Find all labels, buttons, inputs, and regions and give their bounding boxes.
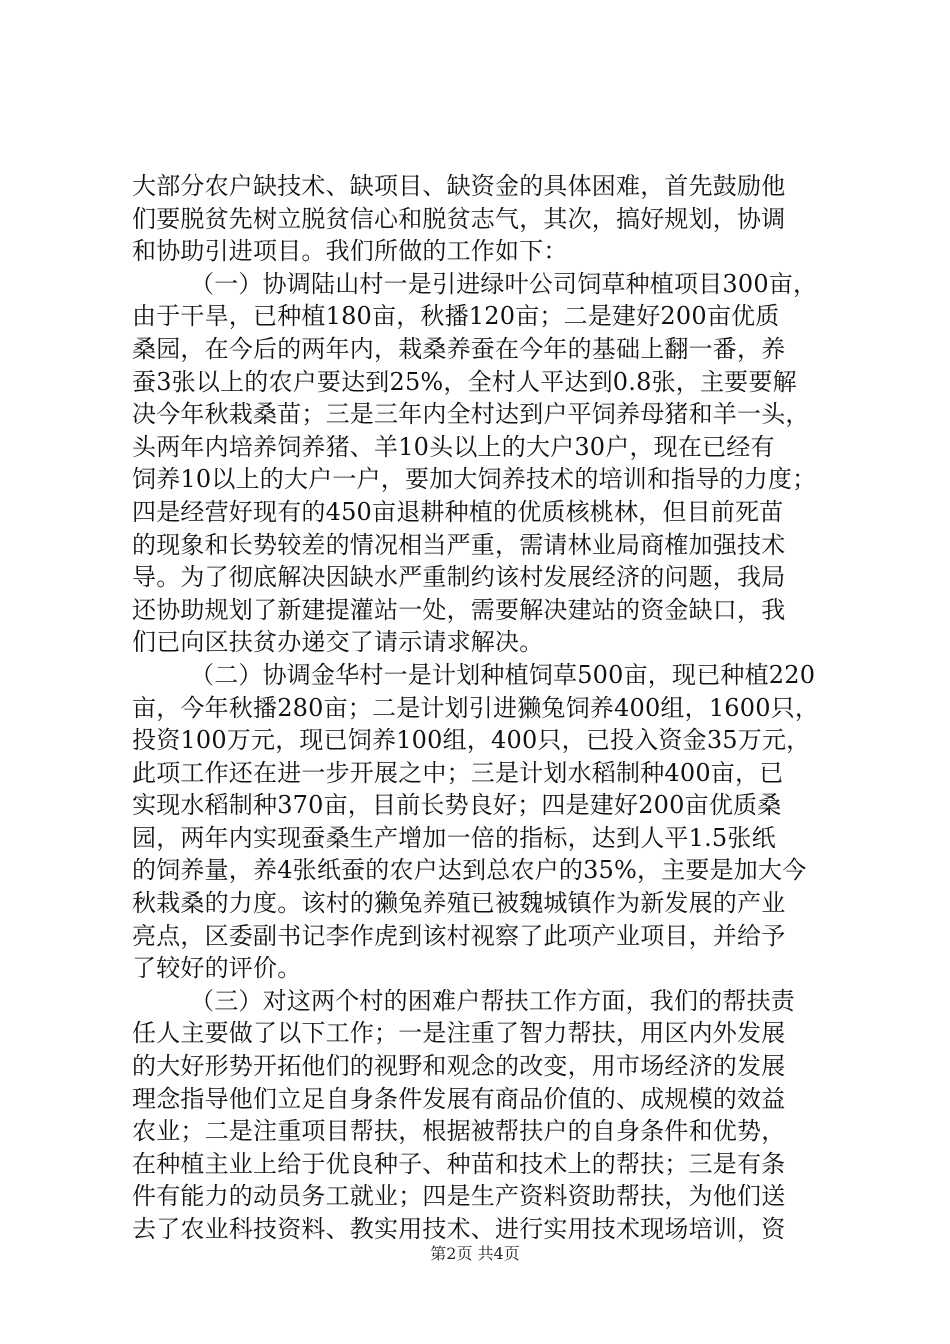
text-line: 导。为了彻底解决因缺水严重制约该村发展经济的问题，我局 bbox=[132, 563, 786, 592]
text-line: 亮点，区委副书记李作虎到该村视察了此项产业项目，并给予 bbox=[132, 921, 786, 950]
text-line: 园，两年内实现蚕桑生产增加一倍的指标，达到人平1.5张纸 bbox=[132, 823, 776, 852]
text-line: 理念指导他们立足自身条件发展有商品价值的、成规模的效益 bbox=[132, 1084, 786, 1113]
text-line: 桑园，在今后的两年内，栽桑养蚕在今年的基础上翻一番，养 bbox=[132, 334, 786, 363]
section-1-first-line: （一）协调陆山村一是引进绿叶公司饲草种植项目300亩， bbox=[190, 269, 818, 298]
text-line: 们要脱贫先树立脱贫信心和脱贫志气，其次，搞好规划，协调 bbox=[132, 204, 786, 233]
text-line: 此项工作还在进一步开展之中；三是计划水稻制种400亩，已 bbox=[132, 758, 784, 787]
text-line: 饲养10以上的大户一户，要加大饲养技术的培训和指导的力度； bbox=[132, 465, 817, 494]
text-line: 们已向区扶贫办递交了请示请求解决。 bbox=[132, 628, 544, 657]
text-line: 亩，今年秋播280亩；二是计划引进獭兔饲养400组，1600只， bbox=[132, 693, 820, 722]
text-line: 和协助引进项目。我们所做的工作如下： bbox=[132, 237, 568, 266]
text-line: 四是经营好现有的450亩退耕种植的优质核桃林，但目前死苗 bbox=[132, 497, 784, 526]
text-line: 还协助规划了新建提灌站一处，需要解决建站的资金缺口，我 bbox=[132, 595, 786, 624]
text-line: 任人主要做了以下工作；一是注重了智力帮扶，用区内外发展 bbox=[132, 1019, 786, 1048]
section-2-first-line: （二）协调金华村一是计划种植饲草500亩，现已种植220 bbox=[190, 660, 816, 689]
text-line: 投资100万元，现已饲养100组，400只，已投入资金35万元， bbox=[132, 726, 811, 755]
text-line: 大部分农户缺技术、缺项目、缺资金的具体困难，首先鼓励他 bbox=[132, 172, 786, 200]
text-line: 的大好形势开拓他们的视野和观念的改变，用市场经济的发展 bbox=[132, 1052, 786, 1081]
text-line: 决今年秋栽桑苗；三是三年内全村达到户平饲养母猪和羊一头， bbox=[132, 400, 810, 429]
text-line: 蚕3张以上的农户要达到25%，全村人平达到0.8张，主要要解 bbox=[132, 367, 797, 396]
text-line: 件有能力的动员务工就业；四是生产资料资助帮扶，为他们送 bbox=[132, 1182, 786, 1211]
text-line: 的现象和长势较差的情况相当严重，需请林业局商榷加强技术 bbox=[132, 530, 786, 559]
text-line: 在种植主业上给于优良种子、种苗和技术上的帮扶；三是有条 bbox=[132, 1149, 786, 1178]
text-line: 的饲养量，养4张纸蚕的农户达到总农户的35%，主要是加大今 bbox=[132, 856, 807, 885]
text-line: 实现水稻制种370亩，目前长势良好；四是建好200亩优质桑 bbox=[132, 791, 782, 820]
text-line: 了较好的评价。 bbox=[132, 954, 302, 983]
text-line: 去了农业科技资料、教实用技术、进行实用技术现场培训，资 bbox=[132, 1215, 786, 1243]
text-line: 由于干旱，已种植180亩，秋播120亩；二是建好200亩优质 bbox=[132, 302, 780, 331]
page-number: 第2页 共4页 bbox=[430, 1244, 520, 1263]
text-line: 秋栽桑的力度。该村的獭兔养殖已被魏城镇作为新发展的产业 bbox=[132, 889, 786, 918]
section-3-first-line: （三）对这两个村的困难户帮扶工作方面，我们的帮扶责 bbox=[190, 986, 795, 1015]
page-footer bbox=[0, 1244, 950, 1264]
text-line: 农业；二是注重项目帮扶，根据被帮扶户的自身条件和优势， bbox=[132, 1117, 786, 1146]
text-line: 头两年内培养饲养猪、羊10头以上的大户30户，现在已经有 bbox=[132, 432, 775, 461]
body-text bbox=[132, 170, 832, 1246]
